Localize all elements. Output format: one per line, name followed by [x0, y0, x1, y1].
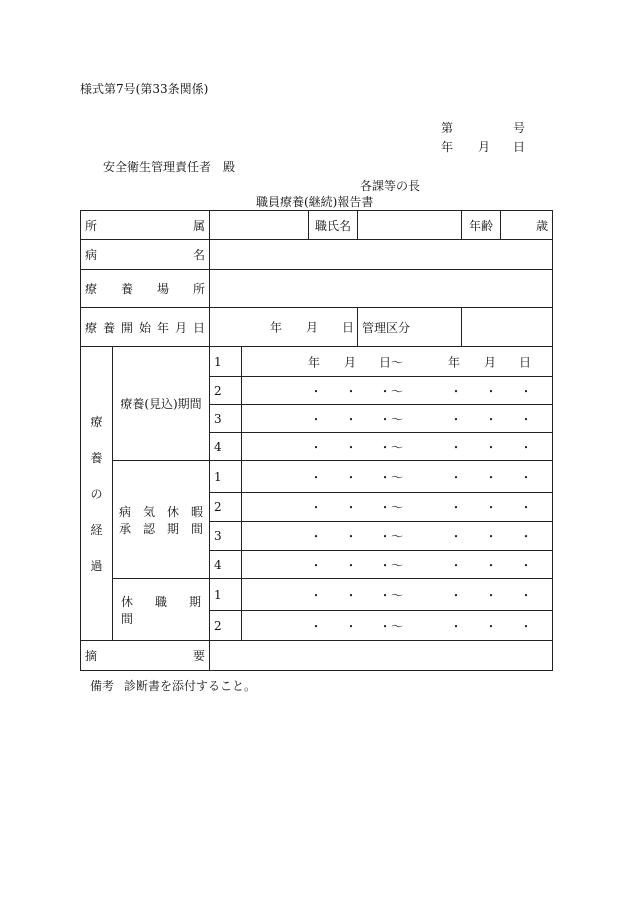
- treatment-period-label: 療養(見込)期間: [113, 347, 210, 461]
- period-field[interactable]: [242, 405, 553, 433]
- period-separator: ・: [345, 470, 358, 484]
- period-field[interactable]: [242, 522, 553, 551]
- period-separator: ・〜: [379, 384, 404, 398]
- period-separator: ・: [520, 558, 533, 572]
- report-table: [80, 210, 553, 671]
- illness-row: [81, 240, 553, 270]
- period-separator: ・〜: [379, 619, 404, 633]
- period-separator: ・: [485, 558, 498, 572]
- period-separator: ・: [485, 384, 498, 398]
- period-separator: ・〜: [379, 500, 404, 515]
- period-separator: ・: [345, 558, 358, 572]
- period-separator: ・: [310, 412, 323, 426]
- period-separator: ・: [485, 588, 498, 602]
- period-separator: ・: [485, 619, 498, 633]
- period-separator: ・〜: [379, 558, 404, 572]
- date-year: 年: [441, 140, 454, 154]
- period-separator: ・〜: [379, 470, 404, 484]
- start-date-label: 療養開始年月日: [81, 308, 210, 347]
- period-separator: ・: [345, 619, 358, 633]
- place-label: 療 養 場 所: [81, 270, 210, 308]
- number-suffix: 号: [513, 121, 526, 135]
- period-separator: ・〜: [379, 529, 404, 544]
- age-label: 年齢: [462, 211, 501, 240]
- period-separator: ・: [310, 384, 323, 398]
- date-day: 日: [513, 140, 526, 154]
- start-date-row: [81, 308, 553, 347]
- document-title: 職員療養(継続)報告書: [256, 195, 374, 209]
- row-number: 4: [210, 551, 242, 579]
- period-separator: ・: [310, 440, 323, 454]
- period-field[interactable]: [242, 551, 553, 579]
- period-separator: ・: [520, 588, 533, 602]
- management-field[interactable]: [462, 308, 553, 347]
- period-separator: ・: [310, 500, 323, 515]
- period-separator: ・: [345, 384, 358, 398]
- period-separator: ・: [310, 588, 323, 602]
- period-separator: ・: [485, 440, 498, 454]
- remarks-label: 備考: [90, 679, 115, 693]
- management-label: 管理区分: [358, 308, 462, 347]
- period-separator: ・: [450, 529, 463, 544]
- row-number: 1: [210, 461, 242, 493]
- period-separator: ・: [520, 384, 533, 398]
- period-field[interactable]: [242, 493, 553, 522]
- period-separator: ・〜: [379, 440, 404, 454]
- job-name-label: 職氏名: [309, 211, 358, 240]
- period-separator: ・: [450, 384, 463, 398]
- period-separator: ・: [345, 412, 358, 426]
- place-row: [81, 270, 553, 308]
- affiliation-label: 所 属: [81, 211, 210, 240]
- row-number: 2: [210, 377, 242, 405]
- row-number: 2: [210, 611, 242, 641]
- period-separator: ・: [520, 470, 533, 484]
- date-month: 月: [478, 140, 491, 154]
- period-separator: ・: [450, 412, 463, 426]
- start-month-label: 月: [306, 320, 319, 335]
- remarks: [90, 677, 256, 694]
- start-day-label: 日: [342, 320, 355, 335]
- illness-label: 病 名: [81, 240, 210, 270]
- period-separator: ・: [450, 619, 463, 633]
- period-separator: ・: [485, 412, 498, 426]
- leave-of-absence-period-label: 休 職 期 間: [113, 579, 210, 641]
- period-separator: ・〜: [379, 412, 404, 426]
- row-number: 1: [210, 579, 242, 611]
- row-number: 1: [210, 347, 242, 377]
- period-separator: ・〜: [379, 588, 404, 602]
- period-field[interactable]: [242, 461, 553, 493]
- period-separator: ・: [310, 470, 323, 484]
- period-separator: ・: [520, 412, 533, 426]
- row-number: 3: [210, 405, 242, 433]
- age-field[interactable]: 歳: [501, 211, 553, 240]
- period-separator: ・: [485, 470, 498, 484]
- period-separator: ・: [345, 529, 358, 544]
- course-label: 療 養 の 経 過: [81, 347, 113, 641]
- period-separator: ・: [450, 470, 463, 484]
- period-separator: ・: [345, 440, 358, 454]
- sender: 各課等の長: [360, 179, 421, 193]
- summary-field[interactable]: [210, 641, 553, 671]
- period-separator: ・: [450, 440, 463, 454]
- period-separator: ・: [345, 500, 358, 515]
- sick-leave-period-label: 病 気 休 暇 承 認 期 間: [113, 461, 210, 579]
- period-separator: ・: [345, 588, 358, 602]
- number-label: 第: [441, 121, 454, 135]
- period-field[interactable]: [242, 579, 553, 611]
- period-separator: ・: [520, 500, 533, 515]
- affiliation-field[interactable]: [210, 211, 309, 240]
- remarks-text: 診断書を添付すること。: [124, 679, 257, 693]
- summary-label: 摘 要: [81, 641, 210, 671]
- illness-field[interactable]: [210, 240, 553, 270]
- row-number: 2: [210, 493, 242, 522]
- period-separator: ・: [450, 500, 463, 515]
- period-separator: ・: [520, 619, 533, 633]
- summary-row: [81, 641, 553, 671]
- period-separator: ・: [450, 588, 463, 602]
- period-separator: ・: [520, 529, 533, 544]
- row-number: 4: [210, 433, 242, 461]
- period-separator: ・: [520, 440, 533, 454]
- period-separator: ・: [310, 529, 323, 544]
- period-separator: ・: [450, 558, 463, 572]
- place-field[interactable]: [210, 270, 553, 308]
- period-field[interactable]: [242, 433, 553, 461]
- period-separator: ・: [485, 500, 498, 515]
- job-name-field[interactable]: [358, 211, 462, 240]
- period-separator: ・: [310, 619, 323, 633]
- period-separator: ・: [485, 529, 498, 544]
- form-id: 様式第7号(第33条関係): [80, 82, 209, 96]
- affiliation-row: [81, 211, 553, 240]
- period-field[interactable]: [242, 377, 553, 405]
- start-date-field[interactable]: [210, 308, 358, 347]
- period-field[interactable]: [242, 611, 553, 641]
- addressee: 安全衛生管理責任者 殿: [103, 160, 236, 174]
- period-field[interactable]: 年 月 日〜 年 月 日: [242, 347, 553, 377]
- period-separator: ・: [310, 558, 323, 572]
- row-number: 3: [210, 522, 242, 551]
- start-year-label: 年: [270, 320, 283, 335]
